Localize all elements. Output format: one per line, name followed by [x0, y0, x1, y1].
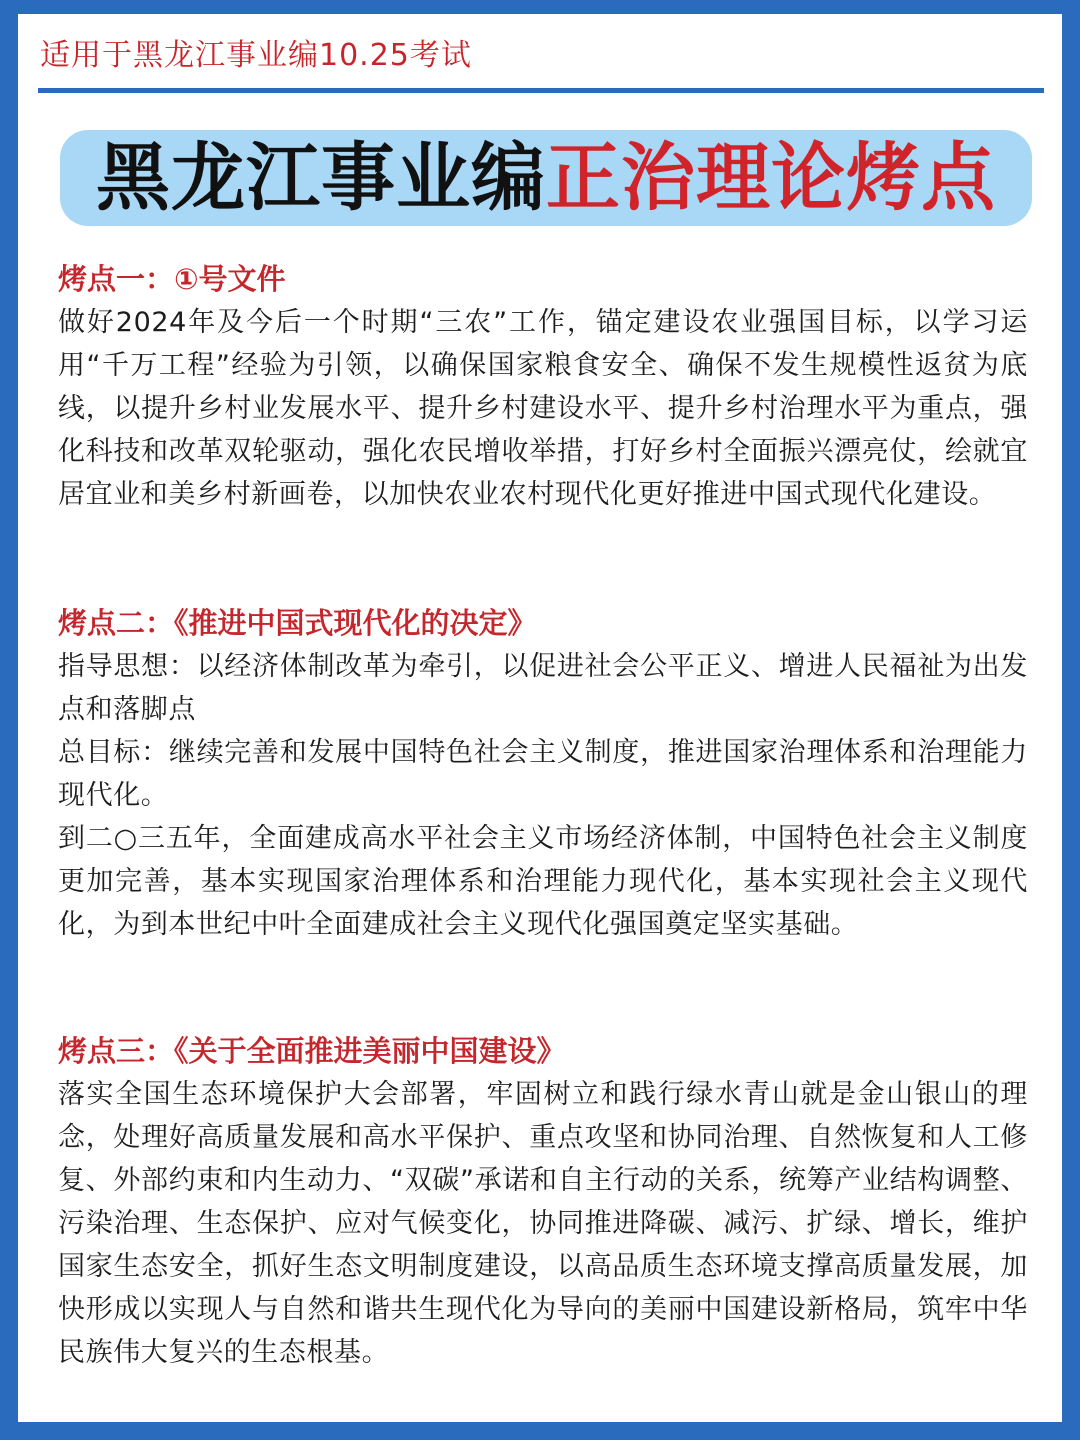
section-3: [58, 1030, 1028, 1374]
title-banner: [60, 130, 1032, 226]
section-2-paragraph-3: 到二○三五年，全面建成高水平社会主义市场经济体制，中国特色社会主义制度更加完善，基本实现国家治理体系和治理能力现代化，基本实现社会主义现代化，为到本世纪中叶全面建成社会主义现代化强国奠定坚实基础。: [58, 823, 1028, 940]
section-2-paragraph-2: 总目标：继续完善和发展中国特色社会主义制度，推进国家治理体系和治理能力现代化。: [58, 737, 1028, 811]
section-2-paragraph-1: 指导思想：以经济体制改革为牵引，以促进社会公平正义、增进人民福祉为出发点和落脚点: [58, 651, 1028, 725]
section-1: [58, 258, 1028, 516]
section-3-heading: 烤点三：《关于全面推进美丽中国建设》: [58, 1034, 566, 1068]
section-3-paragraph-1: 落实全国生态环境保护大会部署，牢固树立和践行绿水青山就是金山银山的理念，处理好高质量发展和高水平保护、重点攻坚和协同治理、自然恢复和人工修复、外部约束和内生动力、“双碳”承诺和自主行动的关系，统筹产业结构调整、污染治理、生态保护、应对气候变化，协同推进降碳、减污、扩绿、增长，维护国家生态安全，抓好生态文明制度建设，以高品质生态环境支撑高质量发展，加快形成以实现人与自然和谐共生现代化为导向的美丽中国建设新格局，筑牢中华民族伟大复兴的生态根基。: [58, 1079, 1028, 1368]
section-2: [58, 602, 1028, 946]
section-2-heading: 烤点二：《推进中国式现代化的决定》: [58, 606, 537, 640]
section-1-heading: 烤点一：①号文件: [58, 262, 286, 296]
exam-applicability-note: 适用于黑龙江事业编10.25考试: [40, 38, 472, 73]
title-red-part: 正治理论烤点: [546, 135, 996, 221]
content-card: [18, 14, 1062, 1422]
section-1-paragraph-1: 做好2024年及今后一个时期“三农”工作，锚定建设农业强国目标，以学习运用“千万工程”经验为引领，以确保国家粮食安全、确保不发生规模性返贫为底线，以提升乡村业发展水平、提升乡村建设水平、提升乡村治理水平为重点，强化科技和改革双轮驱动，强化农民增收举措，打好乡村全面振兴漂亮仗，绘就宜居宜业和美乡村新画卷，以加快农业农村现代化更好推进中国式现代化建设。: [58, 307, 1028, 510]
header-divider: [38, 88, 1044, 93]
title-black-part: 黑龙江事业编: [96, 135, 546, 221]
